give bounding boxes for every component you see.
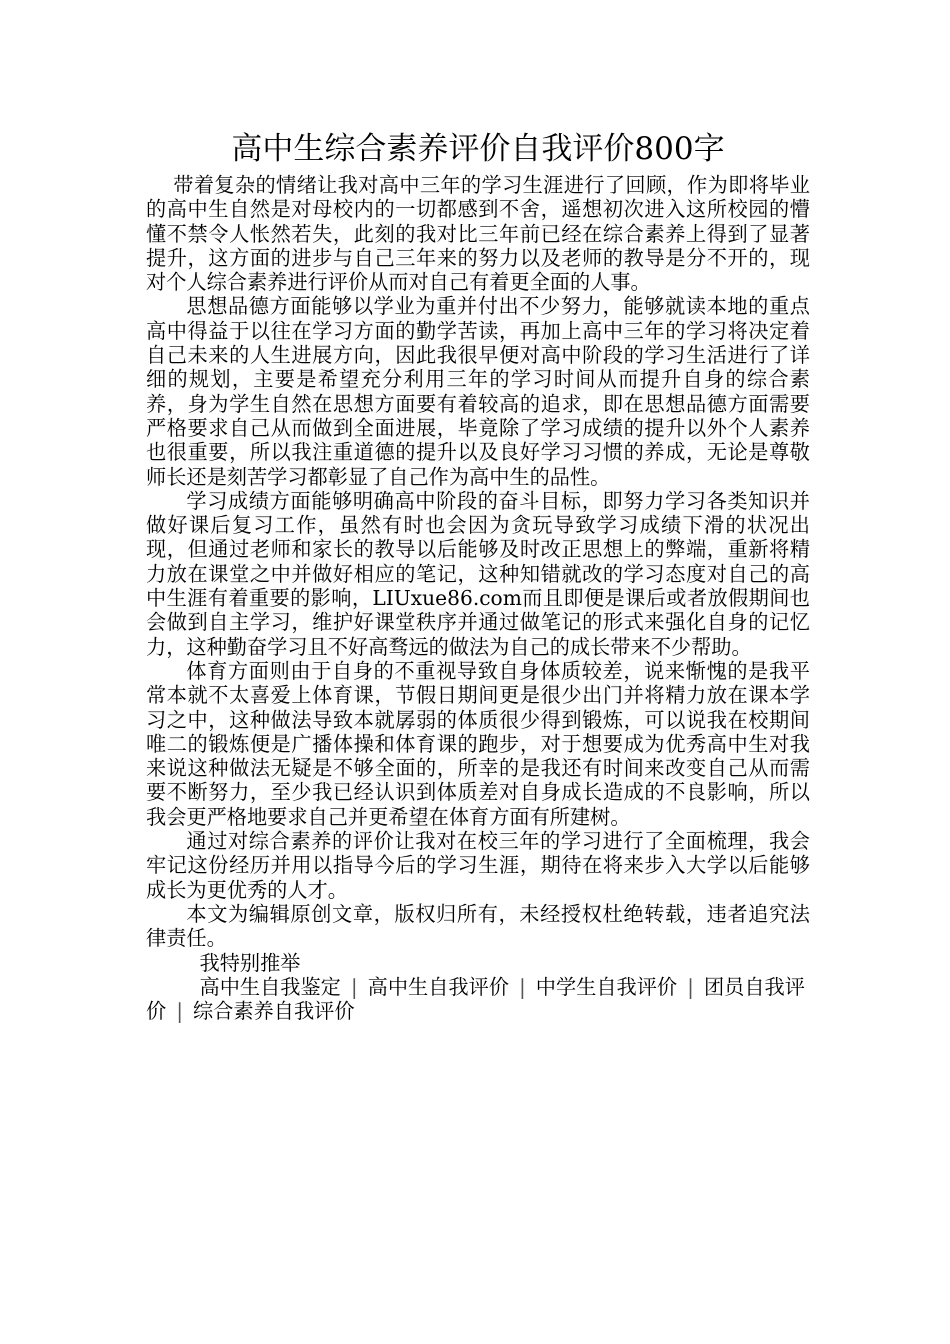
link-separator: | bbox=[518, 974, 526, 999]
link-middle-school-self-evaluation[interactable]: 中学生自我评价 bbox=[535, 974, 678, 999]
paragraph-intro: 带着复杂的情绪让我对高中三年的学习生涯进行了回顾，作为即将毕业的高中生自然是对母校内的一切都感到不舍，遥想初次进入这所校园的懵懂不禁令人怅然若失，此刻的我对比三年前已经在综合素养上得到了显著提升，这方面的进步与自己三年来的努力以及老师的教导是分不开的，现对个人综合素养进行评价从而对自己有着更全面的人事。 bbox=[146, 173, 810, 295]
link-separator: | bbox=[687, 974, 694, 999]
paragraph-conclusion: 通过对综合素养的评价让我对在校三年的学习进行了全面梳理，我会牢记这份经历并用以指导今后的学习生涯，期待在将来步入大学以后能够成长为更优秀的人才。 bbox=[146, 829, 810, 902]
link-high-school-self-appraisal[interactable]: 高中生自我鉴定 bbox=[199, 974, 341, 999]
copyright-notice: 本文为编辑原创文章，版权归所有，未经授权杜绝转载，违者追究法律责任。 bbox=[146, 901, 810, 951]
link-separator: | bbox=[350, 974, 358, 999]
document-page bbox=[146, 128, 810, 1023]
paragraph-moral: 思想品德方面能够以学业为重并付出不少努力，能够就读本地的重点高中得益于以往在学习方面的勤学苦读，再加上高中三年的学习将决定着自己未来的人生进展方向，因此我很早便对高中阶段的学习生活进行了详细的规划，主要是希望充分利用三年的学习时间从而提升自身的综合素养，身为学生自然在思想方面要有着较高的追求，即在思想品德方面需要严格要求自己从而做到全面进展，毕竟除了学习成绩的提升以外个人素养也很重要，所以我注重道德的提升以及良好学习习惯的养成，无论是尊敬师长还是刻苦学习都彰显了自己作为高中生的品性。 bbox=[146, 294, 810, 489]
paragraph-study: 学习成绩方面能够明确高中阶段的奋斗目标，即努力学习各类知识并做好课后复习工作，虽然有时也会因为贪玩导致学习成绩下滑的状况出现，但通过老师和家长的教导以后能够及时改正思想上的弊端，重新将精力放在课堂之中并做好相应的笔记，这种知错就改的学习态度对自己的高中生涯有着重要的影响，LIUxue86.com而且即便是课后或者放假期间也会做到自主学习，维护好课堂秩序并通过做笔记的形式来强化自身的记忆力，这种勤奋学习且不好高骛远的做法为自己的成长带来不少帮助。 bbox=[146, 488, 810, 659]
recommend-links bbox=[146, 975, 810, 1024]
link-league-member-self-evaluation[interactable]: 团员自我评价 bbox=[146, 974, 805, 1024]
document-title: 高中生综合素养评价自我评价800字 bbox=[231, 131, 725, 167]
link-high-school-self-evaluation[interactable]: 高中生自我评价 bbox=[367, 974, 509, 999]
link-comprehensive-quality-self-evaluation[interactable]: 综合素养自我评价 bbox=[193, 999, 355, 1024]
recommend-label: 我特别推举 bbox=[199, 950, 301, 975]
paragraph-sports: 体育方面则由于自身的不重视导致自身体质较差，说来惭愧的是我平常本就不太喜爱上体育课，节假日期间更是很少出门并将精力放在课本学习之中，这种做法导致本就孱弱的体质很少得到锻炼，可以说我在校期间唯二的锻炼便是广播体操和体育课的跑步，对于想要成为优秀高中生对我来说这种做法无疑是不够全面的，所幸的是我还有时间来改变自己从而需要不断努力，至少我已经认识到体质差对自身成长造成的不良影响，所以我会更严格地要求自己并更希望在体育方面有所建树。 bbox=[146, 658, 810, 829]
link-separator: | bbox=[176, 999, 184, 1024]
